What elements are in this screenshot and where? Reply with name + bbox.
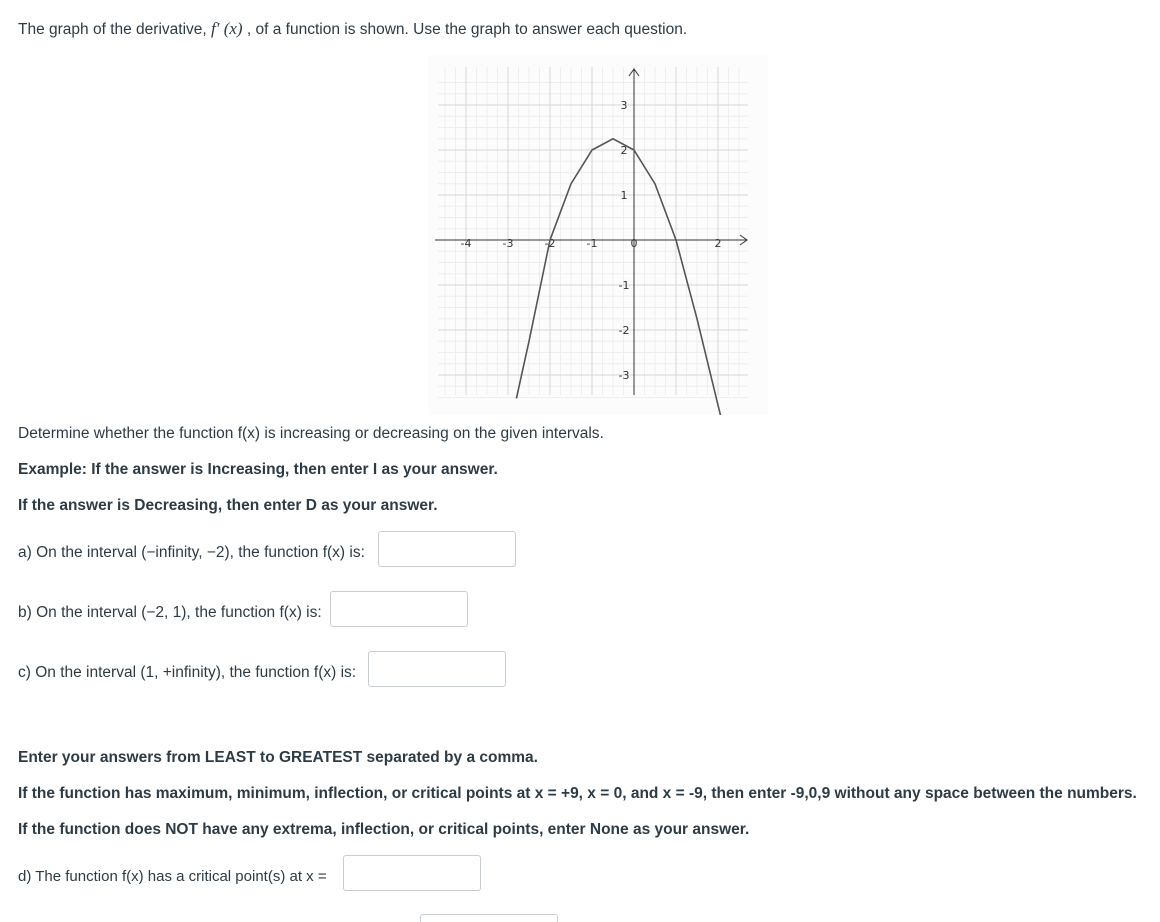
x-tick-label: -2 bbox=[544, 237, 556, 250]
x-tick-label: -1 bbox=[586, 237, 598, 250]
none-instruction: If the function does NOT have any extrema, inflection, or critical points, enter None as your answer. bbox=[18, 821, 750, 838]
example-increasing: Example: If the answer is Increasing, then enter I as your answer. bbox=[18, 461, 498, 478]
y-tick-label: 1 bbox=[620, 189, 628, 202]
answer-c-input[interactable] bbox=[368, 651, 506, 687]
intro-before: The graph of the derivative, bbox=[18, 21, 212, 38]
question-b-label: b) On the interval (−2, 1), the function f(x) is: bbox=[18, 604, 322, 621]
y-tick-label: -3 bbox=[618, 369, 630, 382]
x-tick-label: -4 bbox=[460, 237, 472, 250]
x-tick-label: 0 bbox=[630, 237, 638, 250]
answer-a-input[interactable] bbox=[378, 531, 516, 567]
y-tick-label: -2 bbox=[618, 324, 630, 337]
answer-d-input[interactable] bbox=[343, 855, 481, 891]
example-decreasing: If the answer is Decreasing, then enter D as your answer. bbox=[18, 497, 438, 514]
order-instruction: Enter your answers from LEAST to GREATEST separated by a comma. bbox=[18, 749, 538, 766]
graph-background bbox=[428, 55, 768, 415]
y-tick-label: 2 bbox=[620, 144, 628, 157]
derivative-notation: f′ (x) bbox=[211, 19, 243, 38]
determine-instruction: Determine whether the function f(x) is increasing or decreasing on the given intervals. bbox=[18, 425, 604, 442]
y-tick-label: 3 bbox=[620, 99, 628, 112]
x-tick-label: -3 bbox=[502, 237, 514, 250]
question-d-label: d) The function f(x) has a critical point(s) at x = bbox=[18, 868, 327, 885]
derivative-graph bbox=[428, 55, 768, 415]
intro-text bbox=[18, 19, 687, 39]
format-example: If the function has maximum, minimum, inflection, or critical points at x = +9, x = 0, and x = -9, then enter -9,0,9 without any space between the numbers. bbox=[18, 785, 1137, 802]
x-tick-label: 2 bbox=[714, 237, 722, 250]
next-answer-input-partial[interactable] bbox=[420, 914, 558, 922]
intro-after: , of a function is shown. Use the graph to answer each question. bbox=[242, 21, 688, 38]
question-a-label: a) On the interval (−infinity, −2), the function f(x) is: bbox=[18, 544, 365, 561]
answer-b-input[interactable] bbox=[330, 591, 468, 627]
question-c-label: c) On the interval (1, +infinity), the function f(x) is: bbox=[18, 664, 357, 681]
y-tick-label: -1 bbox=[618, 279, 630, 292]
